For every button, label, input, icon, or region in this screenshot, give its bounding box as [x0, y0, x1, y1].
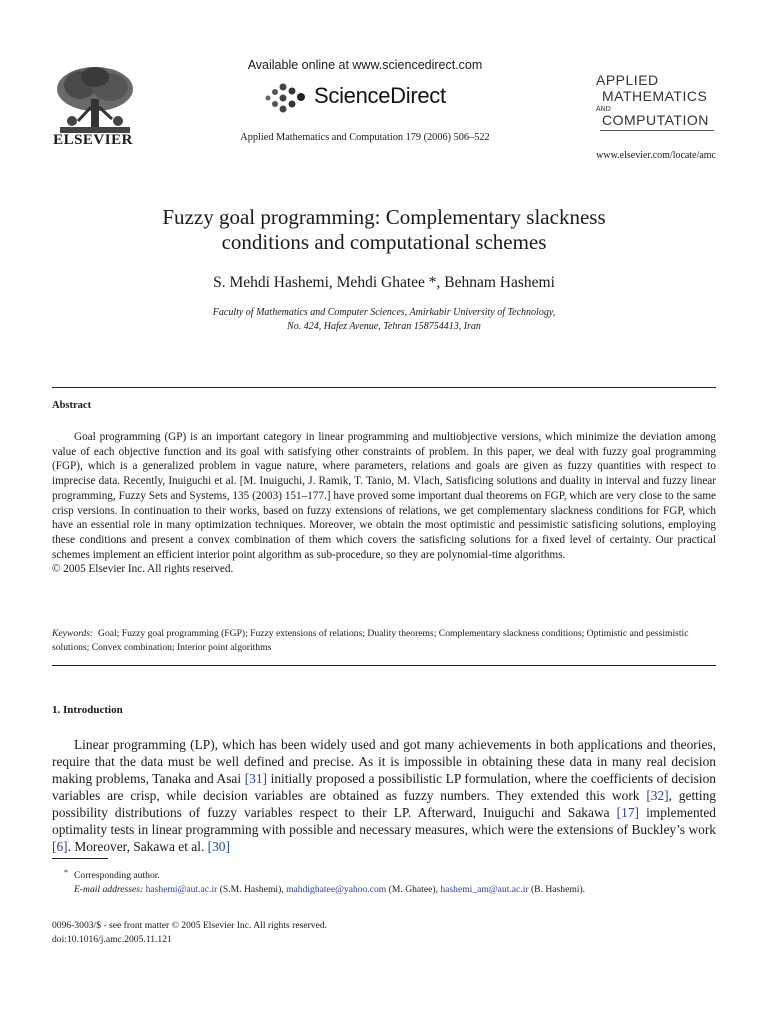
citation-link[interactable]: [30] [207, 839, 230, 854]
email-owner: (S.M. Hashemi), [217, 884, 287, 895]
affiliation-line: No. 424, Hafez Avenue, Tehran 158754413, Iran [287, 321, 481, 332]
footnote-rule [52, 858, 108, 859]
intro-text: , getting possibility distributions of fuzzy variables respect to their LP. Afterward, Inuiguchi and Sakawa [52, 788, 716, 820]
introduction-body [52, 736, 716, 855]
keywords-label: Keywords: [52, 628, 94, 639]
intro-text: . Moreover, Sakawa et al. [67, 839, 208, 854]
intro-text: Linear programming (LP), which has been widely used and got many achievements in both applications and theories, require that the data must be well defined and precise. As it is impossible in obtaining these data in many real decision making problems, Tanaka and Asai [52, 737, 716, 786]
divider [52, 665, 716, 666]
citation-link[interactable]: [6] [52, 839, 68, 854]
publisher-name: ELSEVIER [53, 132, 133, 148]
journal-logo-line: MATHEMATICS [602, 88, 708, 104]
abstract-copyright: © 2005 Elsevier Inc. All rights reserved. [52, 563, 234, 576]
affiliation [120, 306, 648, 334]
title-line: conditions and computational schemes [221, 230, 547, 254]
article-title [80, 205, 688, 255]
email-link[interactable]: hashemi@aut.ac.ir [145, 884, 218, 895]
author-list: S. Mehdi Hashemi, Mehdi Ghatee *, Behnam Hashemi [213, 274, 555, 291]
footnote-corresponding: Corresponding author. [74, 870, 160, 881]
journal-citation: Applied Mathematics and Computation 179 (2006) 506–522 [240, 132, 490, 143]
citation-link[interactable]: [32] [646, 788, 669, 803]
journal-logo-rule [600, 130, 714, 131]
email-link[interactable]: mahdighatee@yahoo.com [286, 884, 387, 895]
sciencedirect-logo [262, 80, 472, 114]
journal-logo-line: COMPUTATION [602, 112, 709, 128]
abstract-heading: Abstract [52, 400, 92, 411]
keywords-text: Goal; Fuzzy goal programming (FGP); Fuzzy extensions of relations; Duality theorems; Complementary slackness conditions; Optimistic and pessimistic solutions; Convex combination; Interior point algorithms [52, 628, 689, 653]
sciencedirect-dots-icon [262, 80, 310, 114]
citation-link[interactable]: [17] [616, 805, 639, 820]
intro-text: implemented optimality tests in linear programming with possible and necessary measures, which were the extensions of Buckley’s work [52, 805, 716, 837]
email-owner: (B. Hashemi). [528, 884, 586, 895]
affiliation-line: Faculty of Mathematics and Computer Sciences, Amirkabir University of Technology, [212, 307, 556, 318]
available-online-text: Available online at www.sciencedirect.com [247, 58, 483, 72]
journal-logo [596, 72, 726, 132]
footnote-emails [52, 883, 716, 897]
abstract-paragraph: Goal programming (GP) is an important category in linear programming and multiobjective versions, which minimize the deviation among value of each objective function and its goal with satisfying other constraints of problem. In this paper, we deal with fuzzy goal programming (FGP), which is a generalized problem in vague nature, where parameters, relations and goals are given as fuzzy quantities with respect to imprecise data. Recently, Inuiguchi et al. [M. Inuiguchi, J. Ramik, T. Tanio, M. Vlach, Satisficing solutions and duality in interval and fuzzy linear programming, Fuzzy Sets and Systems, 135 (2003) 151–177.] have proved some important dual theorems on FGP, which are very close to the same crisp versions. In continuation to their works, based on fuzzy extensions of relations, we get complementary slackness conditions for FGP, which have an essential role in many optimization techniques. Moreover, we obtain the most optimistic and pessimistic satisficing solutions, employing these conditions and present a convex combination of them which covers the satisficing solutions for a fixed level of certainty. Our practical schemes implement an efficient interior point algorithm as sub-procedure, so they are polynomial-time algorithms. [52, 431, 716, 561]
doi-link[interactable]: doi:10.1016/j.amc.2005.11.121 [52, 934, 172, 945]
issn-line: 0096-3003/$ - see front matter © 2005 Elsevier Inc. All rights reserved. [52, 920, 328, 931]
section-heading: 1. Introduction [52, 704, 123, 716]
abstract-body [52, 430, 716, 577]
footnote [52, 869, 716, 897]
email-owner: (M. Ghatee), [386, 884, 441, 895]
title-line: Fuzzy goal programming: Complementary slackness [162, 205, 606, 229]
email-link[interactable]: hashemi_am@aut.ac.ir [440, 884, 529, 895]
keywords [52, 627, 716, 655]
journal-logo-line: APPLIED [596, 72, 659, 88]
journal-logo-line: AND [596, 106, 611, 113]
citation-link[interactable]: [31] [244, 771, 268, 786]
sciencedirect-wordmark: ScienceDirect [314, 83, 446, 108]
journal-url-link[interactable]: www.elsevier.com/locate/amc [596, 150, 716, 161]
divider [52, 387, 716, 388]
intro-text: initially proposed a possibilistic LP formulation, where the coefficients of decision variables are crisp, while decision variables are obtained as fuzzy numbers. They extended this work [52, 771, 717, 803]
introduction-paragraph [52, 736, 716, 855]
footnote-marker: * [64, 868, 68, 877]
email-label: E-mail addresses: [74, 884, 144, 895]
